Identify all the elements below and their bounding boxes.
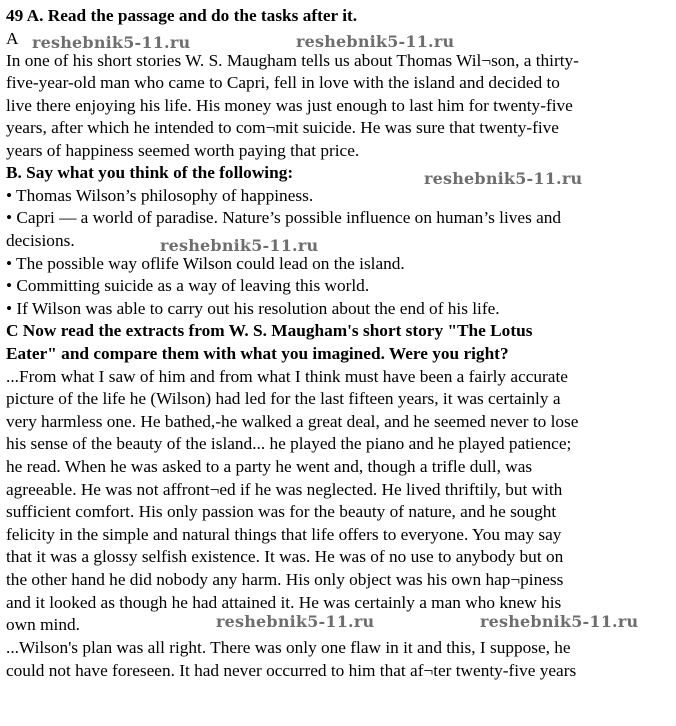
extract-line: could not have foreseen. It had never occurred to him that af¬ter twenty-five years [6, 661, 577, 680]
watermark: reshebnik5-11.ru [296, 32, 455, 51]
bullet-item: • Committing suicide as a way of leaving this world. [6, 276, 370, 295]
extract-line: that it was a glossy selfish existence. It was. He was of no use to anybody but on [6, 547, 564, 566]
watermark: reshebnik5-11.ru [216, 612, 375, 631]
extract-line: the other hand he did nobody any harm. His only object was his own hap¬piness [6, 570, 564, 589]
passage-line: years, after which he intended to com¬mit suicide. He was sure that twenty-five [6, 118, 559, 137]
extract-line: picture of the life he (Wilson) had led for the last fifteen years, it was certainly a [6, 389, 561, 408]
bullet-item-continuation: decisions. [6, 231, 75, 250]
bullet-item: • The possible way oflife Wilson could lead on the island. [6, 254, 405, 273]
passage-line: In one of his short stories W. S. Maugham tells us about Thomas Wil¬son, a thirty- [6, 51, 579, 70]
extract-line: sufficient comfort. His only passion was for the beauty of nature, and he sought [6, 502, 557, 521]
extract-line: ...Wilson's plan was all right. There was only one flaw in it and this, I suppose, he [6, 638, 571, 657]
extract-line: his sense of the beauty of the island... he played the piano and he played patience; [6, 434, 572, 453]
passage-line: five-year-old man who came to Capri, fell in love with the island and decided to [6, 73, 560, 92]
extract-line: agreeable. He was not affront¬ed if he was neglected. He lived thriftily, but with [6, 480, 563, 499]
extract-line: he read. When he was asked to a party he went and, though a trifle dull, was [6, 457, 533, 476]
bullet-item: • Thomas Wilson’s philosophy of happiness. [6, 186, 314, 205]
passage-line: years of happiness seemed worth paying that price. [6, 141, 360, 160]
extract-line: ...From what I saw of him and from what I think must have been a fairly accurate [6, 367, 568, 386]
section-c-heading: C Now read the extracts from W. S. Maugham's short story "The Lotus [6, 321, 533, 340]
watermark: reshebnik5-11.ru [480, 612, 639, 631]
bullet-item: • Capri — a world of paradise. Nature’s possible influence on human’s lives and [6, 208, 562, 227]
extract-line: and it looked as though he had attained it. He was certainly a man who knew his [6, 593, 562, 612]
section-c-heading: Eater" and compare them with what you imagined. Were you right? [6, 344, 509, 363]
section-b-heading: B. Say what you think of the following: [6, 163, 294, 182]
exercise-heading: 49 A. Read the passage and do the tasks after it. [6, 6, 358, 25]
bullet-item: • If Wilson was able to carry out his resolution about the end of his life. [6, 299, 500, 318]
section-a-label: A [6, 29, 19, 48]
watermark: reshebnik5-11.ru [424, 169, 583, 188]
watermark: reshebnik5-11.ru [32, 33, 191, 52]
extract-line: very harmless one. He bathed,-he walked a great deal, and he seemed never to lose [6, 412, 579, 431]
extract-line: felicity in the simple and natural things that life offers to everyone. You may say [6, 525, 562, 544]
watermark: reshebnik5-11.ru [160, 236, 319, 255]
extract-line: own mind. [6, 615, 80, 634]
passage-line: live there enjoying his life. His money was just enough to last him for twenty-five [6, 96, 573, 115]
